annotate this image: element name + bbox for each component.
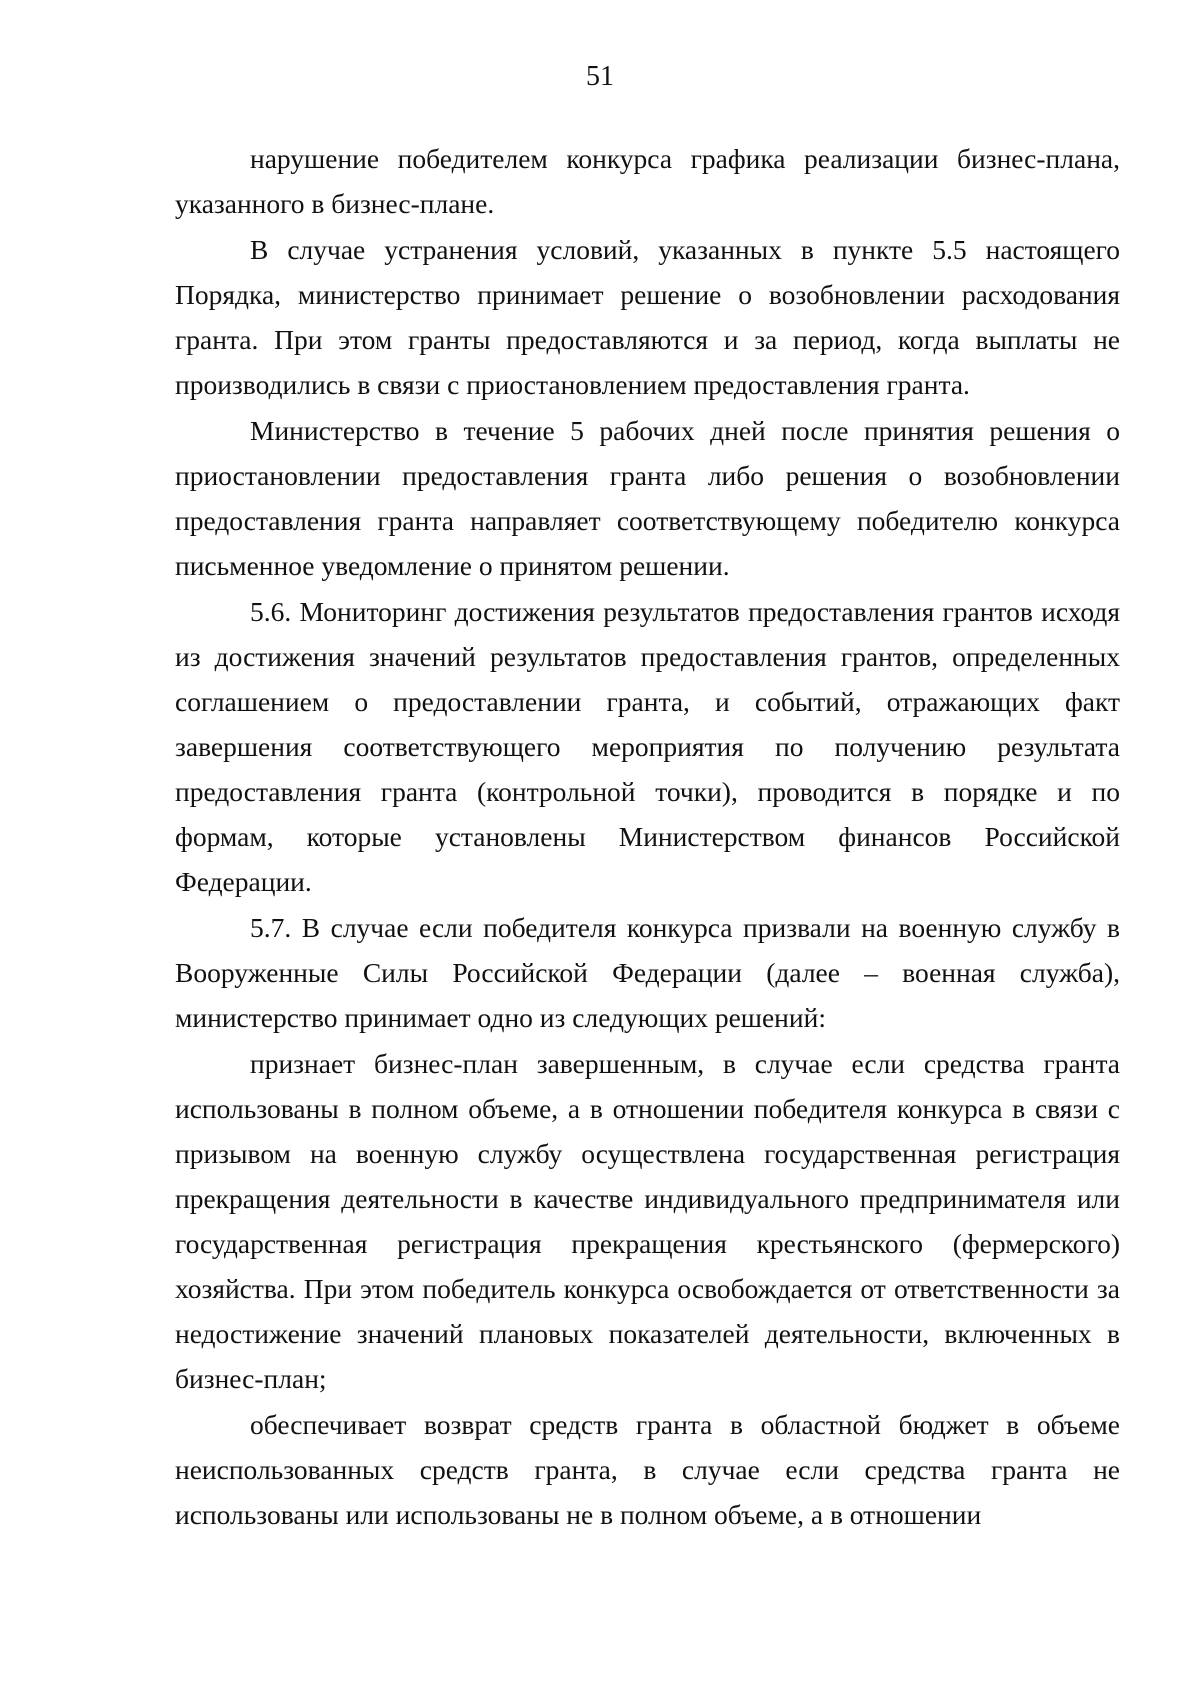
paragraph-notification: Министерство в течение 5 рабочих дней после принятия решения о приостановлении предоставления гранта либо решения о возобновлении предоставления гранта направляет соответствующему победителю конкурса письменное уведомление о принятом решении. (175, 415, 1120, 581)
paragraph-resumption: В случае устранения условий, указанных в пункте 5.5 настоящего Порядка, министерство принимает решение о возобновлении расходования гранта. При этом гранты предоставляются и за период, когда выплаты не производились в связи с приостановлением предоставления гранта. (175, 234, 1120, 400)
paragraph-5-6-monitoring: 5.6. Мониторинг достижения результатов предоставления грантов исходя из достижения значений результатов предоставления грантов, определенных соглашением о предоставлении гранта, и событий, отражающих факт завершения соответствующего мероприятия по получению результата предоставления гранта (контрольной точки), проводится в порядке и по формам, которые установлены Министерством финансов Российской Федерации. (175, 596, 1120, 897)
paragraph-business-plan-completed: признает бизнес-план завершенным, в случае если средства гранта использованы в полном объеме, а в отношении победителя конкурса в связи с призывом на военную службу осуществлена государственная регистрация прекращения деятельности в качестве индивидуального предпринимателя или государственная регистрация прекращения крестьянского (фермерского) хозяйства. При этом победитель конкурса освобождается от ответственности за недостижение значений плановых показателей деятельности, включенных в бизнес-план; (175, 1048, 1120, 1394)
paragraph-grant-return: обеспечивает возврат средств гранта в областной бюджет в объеме неиспользованных средств гранта, в случае если средства гранта не использованы или использованы не в полном объеме, а в отношении (175, 1409, 1120, 1530)
paragraph-5-7-military-service: 5.7. В случае если победителя конкурса призвали на военную службу в Вооруженные Силы Российской Федерации (далее – военная служба), министерство принимает одно из следующих решений: (175, 912, 1120, 1033)
document-body (175, 136, 1120, 1537)
paragraph-violation-schedule: нарушение победителем конкурса графика реализации бизнес-плана, указанного в бизнес-плане. (175, 143, 1120, 219)
page-number: 51 (586, 61, 614, 92)
